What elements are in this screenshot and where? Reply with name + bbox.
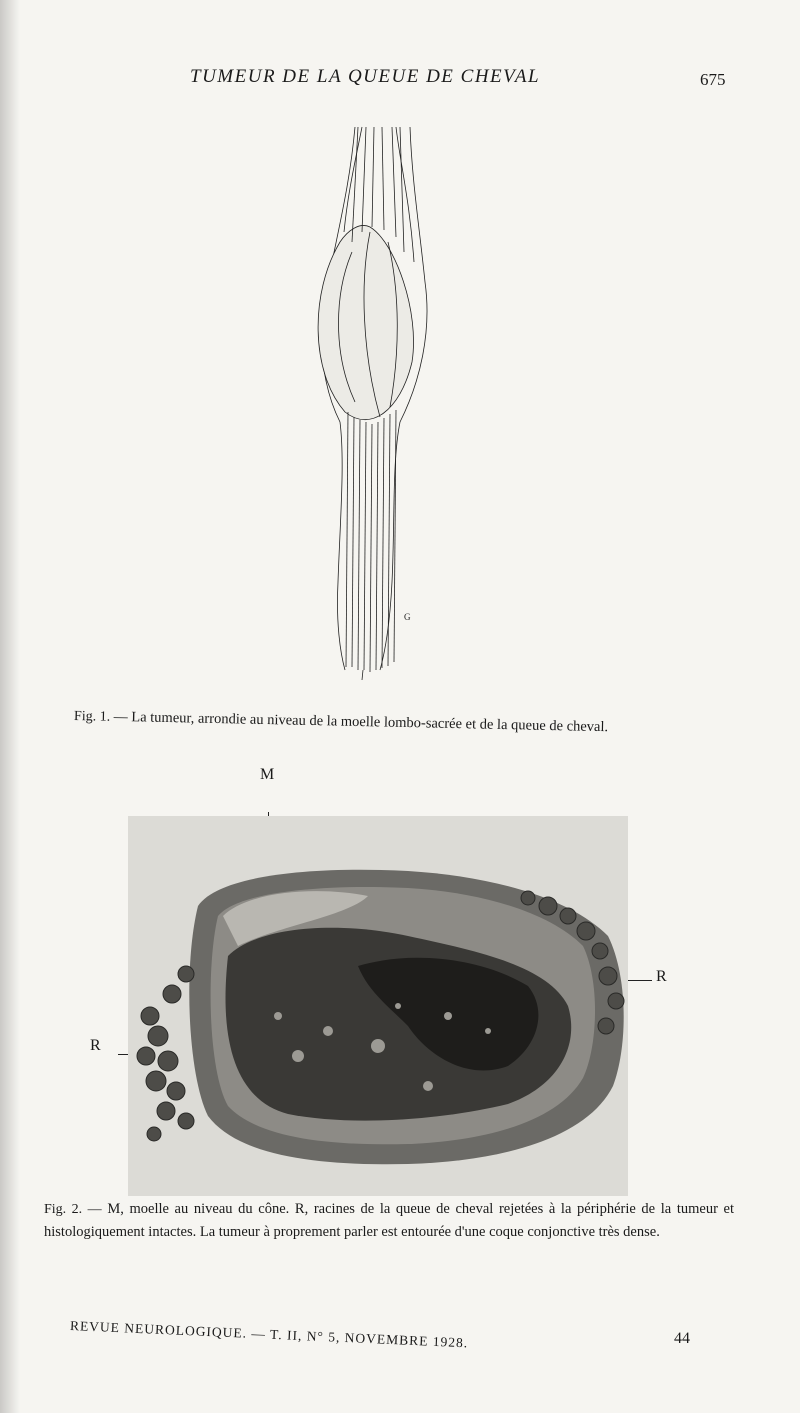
figure-2-photomicrograph xyxy=(128,816,628,1196)
figure-1-caption-text: La tumeur, arrondie au niveau de la moelle lombo-sacrée et de la queue de cheval. xyxy=(131,709,609,736)
page-edge-shadow xyxy=(0,0,20,1413)
journal-footer: REVUE NEUROLOGIQUE. — T. II, N° 5, NOVEMBRE 1928. xyxy=(69,1318,469,1351)
svg-text:G: G xyxy=(404,612,411,622)
running-title: TUMEUR DE LA QUEUE DE CHEVAL xyxy=(190,66,541,87)
figure-1-caption xyxy=(74,708,734,739)
figure-1-illustration xyxy=(300,122,450,682)
figure-2-caption xyxy=(44,1198,734,1243)
figure-2-caption-text: M, moelle au niveau du cône. R, racines de la queue de cheval rejetées à la périphérie de la tumeur et histologiquement intactes. La tumeur à proprement parler est entourée d'une coque conjonctive très dense. xyxy=(44,1201,734,1240)
figure-2-label-r-right: R xyxy=(656,968,667,985)
signature-number: 44 xyxy=(674,1330,690,1347)
page-number: 675 xyxy=(700,70,726,89)
figure-2-caption-label: Fig. 2. — xyxy=(44,1202,102,1217)
figure-1-caption-label: Fig. 1. — xyxy=(73,709,128,726)
figure-2-label-m: M xyxy=(260,766,275,783)
figure-2-label-r-left: R xyxy=(90,1037,101,1054)
